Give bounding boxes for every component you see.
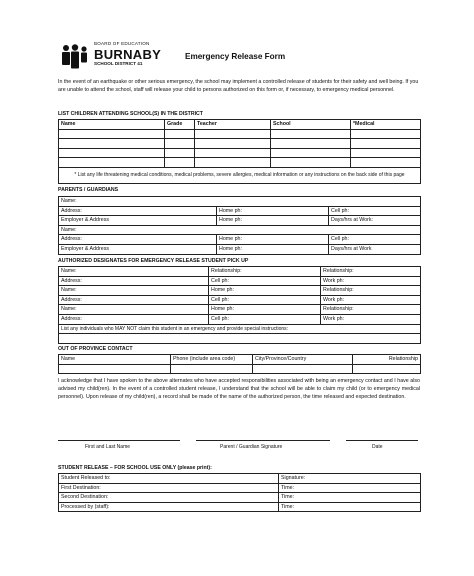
designate3-work-ph-field[interactable]: Work ph: <box>321 314 421 324</box>
parent2-work-field[interactable]: Days/hrs at Work <box>329 244 421 254</box>
table-row[interactable] <box>59 197 421 207</box>
designate2-name-field[interactable]: Name: <box>59 286 209 296</box>
guardian-signature-line[interactable] <box>196 440 330 441</box>
parent2-home-ph-field[interactable]: Home ph: <box>217 235 329 245</box>
table-header-row <box>59 355 421 365</box>
name-signature-line[interactable] <box>58 440 180 441</box>
date-signature-line[interactable] <box>346 440 418 441</box>
district-logo-icon <box>60 44 90 70</box>
designate3-cell-ph-field[interactable]: Cell ph: <box>209 314 321 324</box>
parent2-cell-ph-field[interactable]: Cell ph: <box>329 235 421 245</box>
logo-board: BOARD OF EDUCATION <box>94 41 150 46</box>
first-destination-field[interactable]: First Destination: <box>59 483 279 493</box>
col-phone: Phone (include area code) <box>171 355 253 365</box>
designate2-home-ph-field[interactable]: Home ph: <box>209 286 321 296</box>
designate3-home-ph-field[interactable]: Home ph: <box>209 305 321 315</box>
col-teacher: Teacher <box>195 120 271 130</box>
designates-note[interactable]: List any individuals who MAY NOT claim this student in an emergency and provide special instructions: <box>59 324 421 334</box>
parents-table <box>58 196 421 255</box>
table-row[interactable] <box>59 364 421 374</box>
parent1-employer-field[interactable]: Employer & Address <box>59 216 217 226</box>
designate1-relationship-field-2[interactable]: Relationship: <box>321 267 421 277</box>
parent1-work-field[interactable]: Days/hrs at Work: <box>329 216 421 226</box>
table-row[interactable] <box>59 295 421 305</box>
parent1-home-ph-field[interactable]: Home ph: <box>217 206 329 216</box>
designate2-relationship-field[interactable]: Relationship: <box>321 286 421 296</box>
designates-table <box>58 266 421 344</box>
table-row[interactable] <box>59 148 421 158</box>
processed-by-field[interactable]: Processed by (staff): <box>59 502 279 512</box>
processed-time-field[interactable]: Time: <box>279 502 421 512</box>
district-logo-text <box>94 42 161 66</box>
designate3-address-field[interactable]: Address: <box>59 314 209 324</box>
parent1-work-ph-field[interactable]: Home ph: <box>217 216 329 226</box>
acknowledgement-paragraph: I acknowledge that I have spoken to the above alternates who have accepted responsibilities associated with being an emergency contact and I have also advised my child(ren). In the event of a controlled student release, I understand that the school will be able to claim my child (or to emergency medical personnel). Upon release of my child(ren), a record shall be made of the name of the authorized person, the time released and expected destination. <box>58 378 420 401</box>
designate3-name-field[interactable]: Name: <box>59 305 209 315</box>
parent1-cell-ph-field[interactable]: Cell ph: <box>329 206 421 216</box>
second-destination-field[interactable]: Second Destination: <box>59 493 279 503</box>
col-medical: *Medical <box>351 120 421 130</box>
parent1-address-field[interactable]: Address: <box>59 206 217 216</box>
release-signature-field[interactable]: Signature: <box>279 474 421 484</box>
designates-heading: AUTHORIZED DESIGNATES FOR EMERGENCY RELEASE STUDENT PICK UP <box>58 258 249 264</box>
student-released-field[interactable]: Student Released to: <box>59 474 279 484</box>
table-row[interactable] <box>59 305 421 315</box>
table-row[interactable] <box>59 225 421 235</box>
logo-name: BURNABY <box>94 46 162 62</box>
table-row[interactable] <box>59 267 421 277</box>
guardian-signature-label: Parent / Guardian Signature <box>220 444 283 450</box>
children-note-row <box>59 167 421 183</box>
name-signature-label: First and Last Name <box>85 444 131 450</box>
children-note: * List any life threatening medical conditions, medical problems, severe allergies, medical information or any instructions on the back side of this page <box>59 167 421 183</box>
logo-district: SCHOOL DISTRICT 41 <box>94 60 143 66</box>
release-heading: STUDENT RELEASE – FOR SCHOOL USE ONLY (please print): <box>58 465 212 471</box>
designate1-address-field[interactable]: Address: <box>59 276 209 286</box>
children-heading: LIST CHILDREN ATTENDING SCHOOL(S) IN THE DISTRICT <box>58 111 203 117</box>
table-row[interactable] <box>59 276 421 286</box>
parent2-employer-field[interactable]: Employer & Address <box>59 244 217 254</box>
form-title: Emergency Release Form <box>185 52 286 61</box>
col-relationship: Relationship <box>353 355 421 365</box>
table-row[interactable] <box>59 286 421 296</box>
table-row[interactable] <box>59 206 421 216</box>
designate3-relationship-field[interactable]: Relationship: <box>321 305 421 315</box>
designate1-relationship-field[interactable]: Relationship: <box>209 267 321 277</box>
designate1-name-field[interactable]: Name: <box>59 267 209 277</box>
table-row[interactable] <box>59 129 421 139</box>
table-row[interactable] <box>59 502 421 512</box>
first-time-field[interactable]: Time: <box>279 483 421 493</box>
parent2-address-field[interactable]: Address: <box>59 235 217 245</box>
province-heading: OUT OF PROVINCE CONTACT <box>58 346 133 352</box>
col-location: City/Province/Country <box>253 355 353 365</box>
col-school: School <box>271 120 351 130</box>
parents-heading: PARENTS / GUARDIANS <box>58 187 119 193</box>
designate2-address-field[interactable]: Address: <box>59 295 209 305</box>
designate2-cell-ph-field[interactable]: Cell ph: <box>209 295 321 305</box>
col-name: Name <box>59 355 171 365</box>
table-row[interactable] <box>59 158 421 168</box>
table-row[interactable] <box>59 474 421 484</box>
table-row[interactable] <box>59 244 421 254</box>
table-row[interactable] <box>59 314 421 324</box>
second-time-field[interactable]: Time: <box>279 493 421 503</box>
table-row[interactable] <box>59 216 421 226</box>
table-row[interactable] <box>59 139 421 149</box>
date-signature-label: Date <box>372 444 383 450</box>
designates-note-row[interactable] <box>59 324 421 334</box>
table-row[interactable] <box>59 483 421 493</box>
table-row[interactable] <box>59 493 421 503</box>
designate1-cell-ph-field[interactable]: Cell ph: <box>209 276 321 286</box>
release-table <box>58 473 421 512</box>
table-row[interactable] <box>59 334 421 344</box>
parent1-name-field[interactable]: Name: <box>59 197 421 207</box>
parent2-name-field[interactable]: Name: <box>59 225 421 235</box>
designate1-work-ph-field[interactable]: Work ph: <box>321 276 421 286</box>
col-name: Name <box>59 120 165 130</box>
designate2-work-ph-field[interactable]: Work ph: <box>321 295 421 305</box>
col-grade: Grade <box>165 120 195 130</box>
table-header-row <box>59 120 421 130</box>
table-row[interactable] <box>59 235 421 245</box>
parent2-work-ph-field[interactable]: Home ph: <box>217 244 329 254</box>
intro-paragraph: In the event of an earthquake or other serious emergency, the school may implement a controlled release of students for their safety and well being. If you are unable to attend the school, staff will release your child to persons authorized on this form or, if necessary, to emergency medical personnel. <box>58 79 419 94</box>
province-table <box>58 354 421 374</box>
children-table <box>58 119 421 184</box>
